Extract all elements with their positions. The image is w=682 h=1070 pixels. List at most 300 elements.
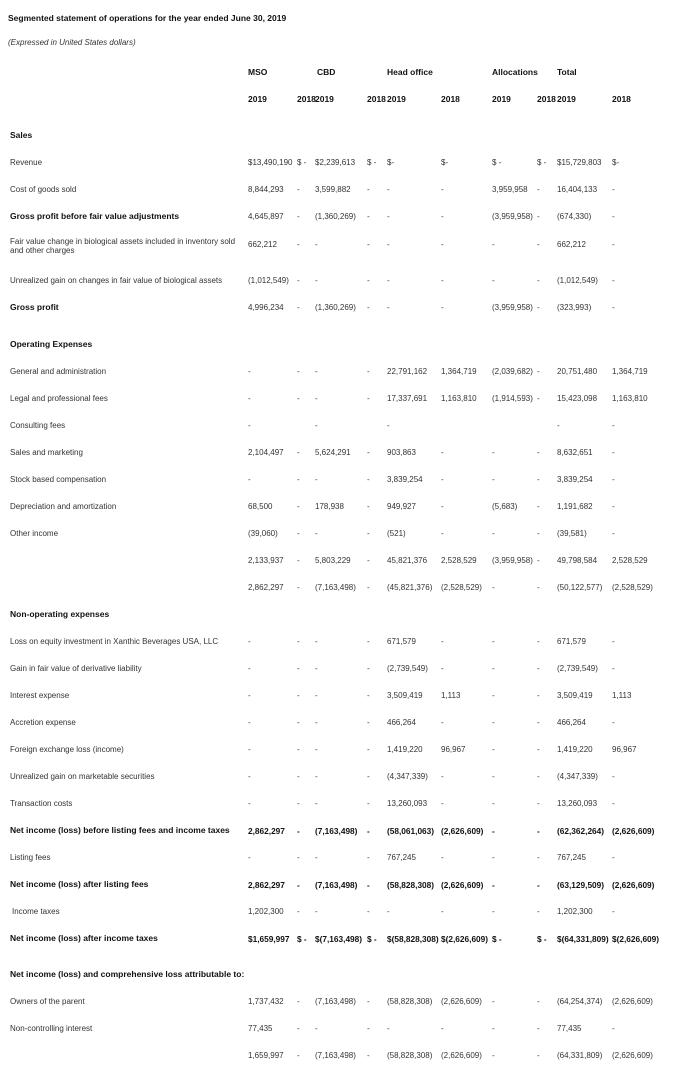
value-cell: - (612, 772, 615, 781)
value-cell: 2,862,297 (248, 880, 285, 890)
value-cell: (1,012,549) (248, 276, 289, 285)
value-cell: $- (612, 158, 620, 167)
value-cell: 1,163,810 (612, 394, 648, 403)
value-cell: - (297, 276, 300, 285)
table-row (0, 421, 682, 435)
value-cell: - (537, 637, 540, 646)
value-cell: - (492, 475, 495, 484)
value-cell: - (537, 394, 540, 403)
value-cell: 1,364,719 (612, 367, 648, 376)
value-cell: - (367, 475, 370, 484)
row-label: Legal and professional fees (10, 394, 108, 403)
value-cell: - (248, 475, 251, 484)
value-cell: 3,599,882 (315, 185, 351, 194)
value-cell: 1,419,220 (557, 745, 593, 754)
value-cell: - (297, 880, 300, 890)
value-cell: (50,122,577) (557, 583, 603, 592)
value-cell: (2,039,682) (492, 367, 533, 376)
value-cell: - (367, 276, 370, 285)
value-cell: 1,419,220 (387, 745, 423, 754)
value-cell: - (367, 997, 370, 1006)
value-cell: 22,791,162 (387, 367, 428, 376)
value-cell: - (367, 826, 370, 836)
table-row (0, 529, 682, 543)
value-cell: 20,751,480 (557, 367, 598, 376)
value-cell: - (537, 745, 540, 754)
value-cell: - (367, 772, 370, 781)
row-label: Revenue (10, 158, 43, 167)
value-cell: 2,862,297 (248, 826, 285, 836)
section-header-row (0, 970, 682, 984)
value-cell: 15,423,098 (557, 394, 598, 403)
value-cell: (7,163,498) (315, 997, 356, 1006)
value-cell: 13,260,093 (557, 799, 598, 808)
value-cell: - (315, 276, 318, 285)
value-cell: $- (387, 158, 395, 167)
value-cell: - (248, 394, 251, 403)
value-cell: - (492, 772, 495, 781)
table-row (0, 637, 682, 651)
table-row (0, 1051, 682, 1065)
value-cell: $ - (367, 934, 377, 944)
value-cell: (2,626,609) (441, 880, 484, 890)
value-cell: - (441, 240, 444, 249)
row-label: Accretion expense (10, 718, 76, 727)
value-cell: (7,163,498) (315, 880, 358, 890)
value-cell: - (297, 718, 300, 727)
value-cell: - (537, 826, 540, 836)
value-cell: - (297, 664, 300, 673)
value-cell: - (387, 240, 390, 249)
currency-note: (Expressed in United States dollars) (8, 38, 136, 47)
value-cell: - (612, 212, 615, 221)
value-cell: (5,683) (492, 502, 518, 511)
value-cell: - (492, 718, 495, 727)
year-header: 2018 (367, 94, 386, 104)
value-cell: $1,659,997 (248, 934, 290, 944)
value-cell: (7,163,498) (315, 826, 358, 836)
value-cell: - (297, 212, 300, 221)
value-cell: (2,528,529) (612, 583, 653, 592)
value-cell: - (612, 637, 615, 646)
value-cell: 671,579 (557, 637, 586, 646)
value-cell: - (537, 1051, 540, 1060)
value-cell: - (367, 583, 370, 592)
value-cell: $- (441, 158, 449, 167)
value-cell: - (315, 529, 318, 538)
value-cell: (323,993) (557, 303, 592, 312)
value-cell: - (367, 745, 370, 754)
row-label: Foreign exchange loss (income) (10, 745, 124, 754)
value-cell: $(58,828,308) (387, 934, 439, 944)
value-cell: - (537, 772, 540, 781)
value-cell: - (367, 556, 370, 565)
value-cell: - (441, 502, 444, 511)
value-cell: - (612, 907, 615, 916)
value-cell: - (315, 772, 318, 781)
year-header: 2019 (387, 94, 406, 104)
value-cell: - (367, 529, 370, 538)
value-cell: 466,264 (387, 718, 416, 727)
value-cell: - (315, 907, 318, 916)
row-label: Owners of the parent (10, 997, 85, 1006)
value-cell: (2,739,549) (387, 664, 428, 673)
value-cell: $13,490,190 (248, 158, 293, 167)
value-cell: - (315, 799, 318, 808)
value-cell: (7,163,498) (315, 583, 356, 592)
value-cell: 3,959,958 (492, 185, 528, 194)
table-row (0, 367, 682, 381)
value-cell: 8,844,293 (248, 185, 284, 194)
value-cell: - (367, 799, 370, 808)
table-row (0, 448, 682, 462)
value-cell: - (315, 367, 318, 376)
value-cell: 2,528,529 (441, 556, 477, 565)
table-row (0, 276, 682, 290)
value-cell: - (492, 529, 495, 538)
table-row (0, 880, 682, 894)
segment-header-allocations: Allocations (492, 67, 538, 77)
value-cell: (39,060) (248, 529, 278, 538)
value-cell: 1,364,719 (441, 367, 477, 376)
value-cell: (58,061,063) (387, 826, 435, 836)
value-cell: - (315, 637, 318, 646)
table-row (0, 934, 682, 948)
value-cell: (3,959,958) (492, 212, 533, 221)
value-cell: - (367, 1051, 370, 1060)
value-cell: - (537, 691, 540, 700)
value-cell: - (537, 997, 540, 1006)
table-row (0, 772, 682, 786)
value-cell: (2,626,609) (612, 826, 655, 836)
value-cell: - (441, 853, 444, 862)
table-row (0, 664, 682, 678)
value-cell: (2,626,609) (612, 1051, 653, 1060)
table-row (0, 583, 682, 597)
table-row (0, 303, 682, 317)
section-title: Non-operating expenses (10, 609, 110, 619)
row-label: Non-controlling interest (10, 1024, 93, 1033)
value-cell: 96,967 (612, 745, 637, 754)
year-header: 2019 (315, 94, 334, 104)
value-cell: 1,659,997 (248, 1051, 284, 1060)
value-cell: 68,500 (248, 502, 273, 511)
value-cell: 1,191,682 (557, 502, 593, 511)
value-cell: - (492, 448, 495, 457)
value-cell: - (537, 907, 540, 916)
table-row (0, 212, 682, 226)
value-cell: - (492, 880, 495, 890)
value-cell: - (537, 185, 540, 194)
value-cell: - (492, 853, 495, 862)
value-cell: 671,579 (387, 637, 416, 646)
row-label: Other income (10, 529, 59, 538)
value-cell: - (492, 637, 495, 646)
value-cell: - (612, 799, 615, 808)
value-cell: - (537, 367, 540, 376)
value-cell: (1,360,269) (315, 212, 356, 221)
value-cell: (2,626,609) (612, 880, 655, 890)
row-label: Gross profit (10, 302, 59, 312)
value-cell: - (612, 303, 615, 312)
value-cell: 2,862,297 (248, 583, 284, 592)
row-label: Unrealized gain on marketable securities (10, 772, 155, 781)
value-cell: - (248, 637, 251, 646)
value-cell: - (537, 853, 540, 862)
row-label: Fair value change in biological assets included in inventory sold and other charges (10, 237, 236, 255)
table-row (0, 502, 682, 516)
value-cell: (64,254,374) (557, 997, 603, 1006)
value-cell: - (297, 772, 300, 781)
row-label: Consulting fees (10, 421, 66, 430)
value-cell: 662,212 (557, 240, 586, 249)
value-cell: - (315, 691, 318, 700)
value-cell: - (297, 799, 300, 808)
value-cell: - (297, 997, 300, 1006)
segment-header-cbd: CBD (317, 67, 336, 77)
row-label: Gain in fair value of derivative liability (10, 664, 142, 673)
segment-header-total: Total (557, 67, 577, 77)
row-label: Stock based compensation (10, 475, 107, 484)
value-cell: - (297, 1024, 300, 1033)
row-label: Income taxes (12, 907, 60, 916)
value-cell: - (248, 853, 251, 862)
value-cell: 3,509,419 (387, 691, 423, 700)
value-cell: - (557, 421, 560, 430)
row-label: Depreciation and amortization (10, 502, 117, 511)
value-cell: - (387, 212, 390, 221)
value-cell: - (492, 799, 495, 808)
value-cell: - (315, 745, 318, 754)
value-cell: - (367, 718, 370, 727)
value-cell: - (492, 745, 495, 754)
value-cell: 2,133,937 (248, 556, 284, 565)
value-cell: 767,245 (557, 853, 586, 862)
value-cell: 77,435 (248, 1024, 273, 1033)
row-label: General and administration (10, 367, 107, 376)
table-row (0, 907, 682, 921)
table-row (0, 718, 682, 732)
value-cell: - (315, 394, 318, 403)
value-cell: - (537, 240, 540, 249)
value-cell: - (248, 691, 251, 700)
value-cell: $(2,626,609) (612, 934, 660, 944)
value-cell: $ - (297, 934, 307, 944)
value-cell: - (367, 907, 370, 916)
section-title: Sales (10, 130, 33, 140)
value-cell: - (367, 502, 370, 511)
value-cell: 45,821,376 (387, 556, 428, 565)
value-cell: - (367, 853, 370, 862)
value-cell: - (441, 529, 444, 538)
value-cell: - (297, 1051, 300, 1060)
value-cell: - (537, 880, 540, 890)
table-row (0, 475, 682, 489)
value-cell: $(2,626,609) (441, 934, 489, 944)
value-cell: (45,821,376) (387, 583, 433, 592)
value-cell: 4,996,234 (248, 303, 284, 312)
value-cell: - (297, 853, 300, 862)
value-cell: $ - (537, 934, 547, 944)
table-row (0, 745, 682, 759)
row-label: Transaction costs (10, 799, 73, 808)
value-cell: 77,435 (557, 1024, 582, 1033)
value-cell: - (297, 691, 300, 700)
value-cell: - (441, 772, 444, 781)
value-cell: 1,202,300 (557, 907, 593, 916)
value-cell: 49,798,584 (557, 556, 598, 565)
value-cell: - (367, 185, 370, 194)
value-cell: (2,528,529) (441, 583, 482, 592)
value-cell: - (248, 718, 251, 727)
segment-header-head-office: Head office (387, 67, 433, 77)
value-cell: - (492, 276, 495, 285)
value-cell: $15,729,803 (557, 158, 602, 167)
value-cell: - (441, 475, 444, 484)
value-cell: - (537, 502, 540, 511)
table-row (0, 237, 682, 255)
table-row (0, 185, 682, 199)
value-cell: 3,839,254 (387, 475, 423, 484)
value-cell: - (297, 448, 300, 457)
value-cell: (1,360,269) (315, 303, 356, 312)
value-cell: (62,362,264) (557, 826, 605, 836)
value-cell: - (297, 529, 300, 538)
value-cell: - (387, 303, 390, 312)
value-cell: (63,129,509) (557, 880, 605, 890)
value-cell: - (441, 664, 444, 673)
value-cell: $ - (367, 158, 377, 167)
value-cell: 17,337,691 (387, 394, 428, 403)
value-cell: 178,938 (315, 502, 344, 511)
value-cell: - (367, 637, 370, 646)
value-cell: - (248, 745, 251, 754)
value-cell: - (492, 997, 495, 1006)
value-cell: 466,264 (557, 718, 586, 727)
section-header-row (0, 340, 682, 354)
value-cell: - (315, 718, 318, 727)
value-cell: - (387, 907, 390, 916)
value-cell: 2,528,529 (612, 556, 648, 565)
value-cell: - (492, 826, 495, 836)
value-cell: - (492, 1051, 495, 1060)
value-cell: - (612, 664, 615, 673)
table-row (0, 556, 682, 570)
value-cell: - (441, 637, 444, 646)
value-cell: 3,839,254 (557, 475, 593, 484)
year-header: 2019 (557, 94, 576, 104)
value-cell: (3,959,958) (492, 556, 533, 565)
segment-header-mso: MSO (248, 67, 268, 77)
value-cell: $(64,331,809) (557, 934, 609, 944)
value-cell: 5,803,229 (315, 556, 351, 565)
year-header: 2019 (492, 94, 511, 104)
value-cell: - (248, 367, 251, 376)
value-cell: - (297, 826, 300, 836)
value-cell: - (297, 583, 300, 592)
value-cell: (58,828,308) (387, 1051, 433, 1060)
value-cell: - (492, 664, 495, 673)
value-cell: - (387, 185, 390, 194)
value-cell: - (492, 1024, 495, 1033)
value-cell: - (367, 394, 370, 403)
value-cell: - (297, 240, 300, 249)
value-cell: - (441, 303, 444, 312)
value-cell: - (315, 421, 318, 430)
value-cell: (64,331,809) (557, 1051, 603, 1060)
value-cell: - (537, 475, 540, 484)
value-cell: - (297, 637, 300, 646)
value-cell: - (492, 907, 495, 916)
value-cell: - (612, 185, 615, 194)
value-cell: - (297, 185, 300, 194)
value-cell: - (612, 240, 615, 249)
value-cell: $ - (492, 158, 502, 167)
table-row (0, 826, 682, 840)
value-cell: - (441, 448, 444, 457)
value-cell: - (367, 240, 370, 249)
value-cell: - (297, 303, 300, 312)
value-cell: (7,163,498) (315, 1051, 356, 1060)
value-cell: - (492, 240, 495, 249)
value-cell: (1,012,549) (557, 276, 598, 285)
value-cell: - (367, 448, 370, 457)
value-cell: (3,959,958) (492, 303, 533, 312)
row-label: Sales and marketing (10, 448, 83, 457)
row-label: Net income (loss) after income taxes (10, 933, 158, 943)
value-cell: (1,914,593) (492, 394, 533, 403)
year-header: 2018 (297, 94, 316, 104)
value-cell: - (612, 448, 615, 457)
value-cell: 2,104,497 (248, 448, 284, 457)
table-row (0, 691, 682, 705)
value-cell: $ - (537, 158, 547, 167)
row-label: Listing fees (10, 853, 51, 862)
row-label: Cost of goods sold (10, 185, 77, 194)
value-cell: - (612, 529, 615, 538)
value-cell: - (612, 718, 615, 727)
value-cell: 4,645,897 (248, 212, 284, 221)
value-cell: - (248, 421, 251, 430)
section-header-row (0, 131, 682, 145)
value-cell: - (537, 276, 540, 285)
table-row (0, 1024, 682, 1038)
year-header: 2019 (248, 94, 267, 104)
value-cell: - (537, 212, 540, 221)
statement-title: Segmented statement of operations for the year ended June 30, 2019 (8, 13, 287, 23)
value-cell: - (297, 367, 300, 376)
value-cell: - (537, 529, 540, 538)
section-title: Operating Expenses (10, 339, 93, 349)
value-cell: 96,967 (441, 745, 466, 754)
value-cell: (58,828,308) (387, 880, 435, 890)
value-cell: 949,927 (387, 502, 416, 511)
row-label: Loss on equity investment in Xanthic Beverages USA, LLC (10, 637, 219, 646)
value-cell: - (537, 718, 540, 727)
value-cell: - (297, 502, 300, 511)
value-cell: - (315, 853, 318, 862)
row-label: Net income (loss) after listing fees (10, 879, 149, 889)
value-cell: - (441, 718, 444, 727)
value-cell: (2,626,609) (441, 1051, 482, 1060)
value-cell: 1,113 (441, 691, 461, 700)
value-cell: (4,347,339) (387, 772, 428, 781)
row-label: Net income (loss) before listing fees and income taxes (10, 825, 230, 835)
value-cell: - (612, 1024, 615, 1033)
value-cell: - (315, 475, 318, 484)
value-cell: $2,239,613 (315, 158, 356, 167)
value-cell: - (441, 212, 444, 221)
